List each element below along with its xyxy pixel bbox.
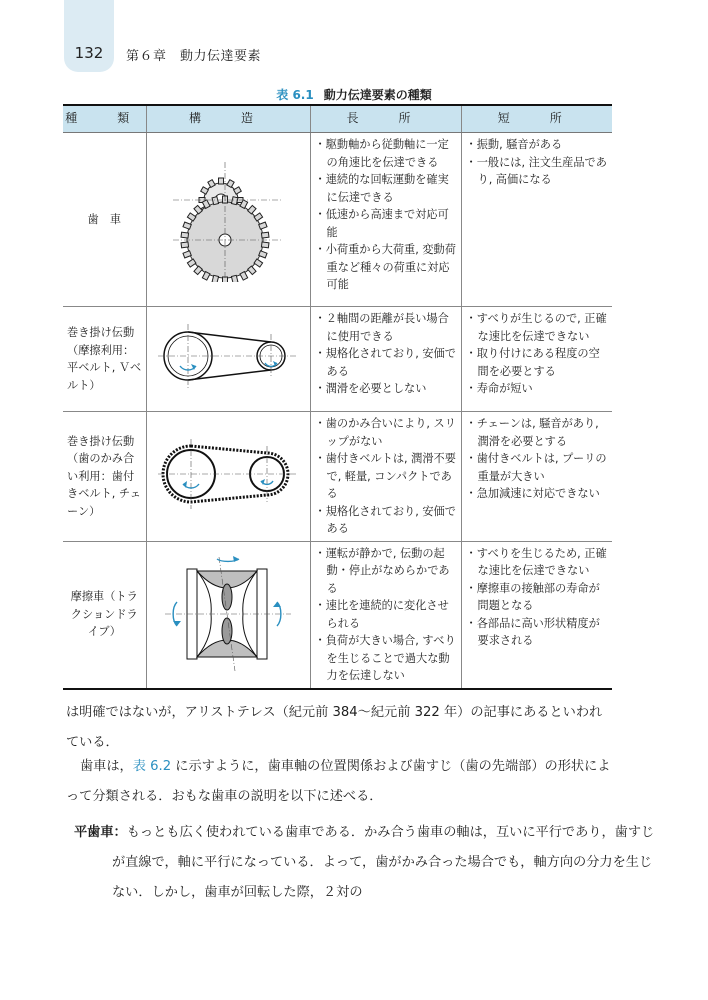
rotation-arrow-icon (273, 602, 281, 607)
gear-tooth (259, 251, 267, 258)
type-traction-drive: 摩擦車（トラクションドライブ） (70, 590, 138, 639)
list-item: ・ 規格化されており, 安価である (315, 345, 457, 380)
list-item: ・ すべりが生じるので, 正確な速比を伝達できない (466, 310, 609, 345)
table-row (63, 307, 612, 412)
list-item: ・ 小荷重から大荷重, 変動荷重など種々の荷重に対応可能 (315, 241, 457, 294)
type-belt-friction: 巻き掛け伝動（摩擦利用：平ベルト, Ｖベルト） (67, 326, 142, 392)
column-header-pros: 長 所 (310, 105, 461, 133)
list-item: ・ 各部品に高い形状精度が要求される (466, 615, 609, 650)
table-row (63, 412, 612, 542)
body-paragraph-2 (66, 752, 614, 812)
table-row (63, 541, 612, 689)
list-item: ・ 振動, 騒音がある (466, 136, 609, 154)
table-reference-link[interactable]: 表 6.2 (132, 759, 172, 774)
cons-list (462, 307, 613, 401)
table-caption (0, 86, 708, 103)
paragraph-text: もっとも広く使われている歯車である．かみ合う歯車の軸は，互いに平行であり，歯すじが直線で，軸に平行になっている．よって，歯がかみ合った場合でも，軸方向の分力を生じない．しかし，歯車が回転した際，２対の (112, 825, 655, 900)
gear-tooth (181, 242, 189, 248)
gear-tooth (219, 178, 224, 184)
column-header-cons: 短 所 (461, 105, 612, 133)
list-item: ・ 負荷が大きい場合, すべりを生じることで過大な動力を伝達しない (315, 632, 457, 685)
paragraph-text: に示すように，歯車軸の位置関係および歯すじ（歯の先端部）の形状によって分類される．おもな歯車の説明を以下に述べる． (66, 759, 611, 804)
list-item: ・ 歯付きベルトは, プーリの重量が大きい (466, 450, 609, 485)
list-item: ・ 潤滑を必要としない (315, 380, 457, 398)
chapter-heading: 第６章 動力伝達要素 (126, 49, 262, 64)
column-header-structure: 構 造 (146, 105, 310, 133)
type-gear: 歯 車 (87, 212, 122, 226)
toothed-belt-diagram (153, 424, 303, 524)
list-item: ・ 取り付けにある程度の空間を必要とする (466, 345, 609, 380)
gear-tooth (259, 222, 267, 229)
pros-list (311, 412, 461, 541)
cons-list (462, 133, 613, 192)
list-item: ・ すべりを生じるため, 正確な速比を伝達できない (466, 545, 609, 580)
term-spur-gear: 平歯車： (74, 825, 127, 840)
page-number: 132 (74, 44, 104, 62)
list-item: ・ 運転が静かで, 伝動の起動・停止がなめらかである (315, 545, 457, 598)
table-caption-number: 表 6.1 (276, 88, 314, 102)
list-item: ・ 連続的な回転運動を確実に伝達できる (315, 171, 457, 206)
list-item: ・ 歯付きベルトは, 潤滑不要で, 軽量, コンパクトである (315, 450, 457, 503)
cons-list (462, 412, 613, 506)
list-item: ・ 低速から高速まで対応可能 (315, 206, 457, 241)
list-item: ・ チェーンは, 騒音があり, 潤滑を必要とする (466, 415, 609, 450)
cons-list (462, 542, 613, 653)
gear-tooth (212, 275, 219, 282)
list-item: ・ 速比を連続的に変化させられる (315, 597, 457, 632)
gear-tooth (231, 196, 238, 204)
flat-belt-diagram (153, 316, 303, 396)
type-belt-toothed: 巻き掛け伝動（歯のかみ合い利用：歯付きベルト, チェーン） (67, 434, 141, 518)
pros-list (311, 133, 461, 297)
list-item: ・ 摩擦車の接触部の寿命が問題となる (466, 580, 609, 615)
gear-tooth (212, 196, 219, 204)
gear-tooth (231, 275, 238, 282)
list-item: ・ 寿命が短い (466, 380, 609, 398)
table-header-row (63, 105, 612, 133)
list-item: ・ 規格化されており, 安価である (315, 503, 457, 538)
list-item: ・ 歯のかみ合いにより, スリップがない (315, 415, 457, 450)
paragraph-text: 歯車は， (80, 759, 133, 774)
gear-tooth (183, 222, 191, 229)
gear-tooth (181, 232, 189, 238)
gear-tooth (202, 271, 210, 280)
list-item: ・ 一般には, 注文生産品であり, 高価になる (466, 154, 609, 189)
rotation-arrow-icon (173, 621, 181, 626)
gear-diagram (153, 152, 303, 282)
gear-tooth (261, 232, 269, 238)
gear-tooth (240, 271, 248, 280)
column-header-type: 種 類 (63, 105, 146, 133)
traction-drive-diagram (153, 547, 303, 677)
list-item: ・ ２軸間の距離が長い場合に使用できる (315, 310, 457, 345)
gear-tooth (183, 251, 191, 258)
body-paragraph-1: は明確ではないが，アリストテレス（紀元前 384～紀元前 322 年）の記事にあるといわれている． (66, 705, 603, 750)
pros-list (311, 542, 461, 688)
list-item: ・ 急加減速に対応できない (466, 485, 609, 503)
table-row (63, 133, 612, 307)
list-item: ・ 駆動軸から従動軸に一定の角速比を伝達できる (315, 136, 457, 171)
pros-list (311, 307, 461, 401)
table-caption-title: 動力伝達要素の種類 (323, 88, 432, 102)
body-paragraph-3 (66, 818, 660, 908)
gear-tooth (261, 242, 269, 248)
power-transmission-table (63, 104, 612, 690)
